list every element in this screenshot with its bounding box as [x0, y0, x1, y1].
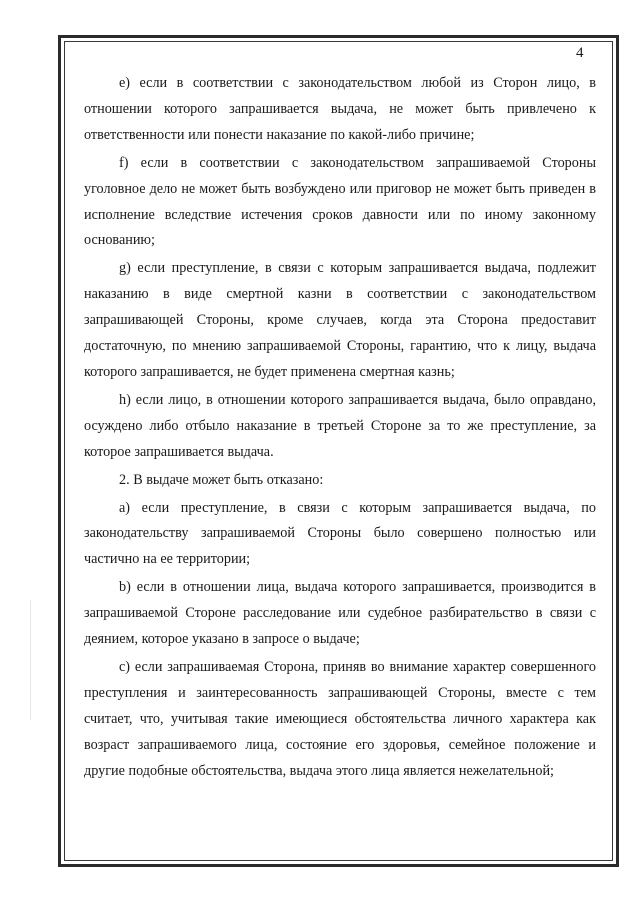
paragraph-c: c) если запрашиваемая Сторона, приняв во внимание характер совершенного преступления и заинтересованность запрашивающей Стороны, вместе с тем считает, что, учитывая такие имеющиеся обстоятельства личного характера как возраст запрашиваемого лица, состояние его здоровья, семейное положение и другие подобные обстоятельства, выдача этого лица является нежелательной; — [84, 658, 596, 779]
paragraph-h: h) если лицо, в отношении которого запрашивается выдача, было оправдано, осуждено либо отбыло наказание в третьей Стороне за то же преступление, за которое запрашивается выдача. — [84, 391, 596, 460]
paragraph-g: g) если преступление, в связи с которым запрашивается выдача, подлежит наказанию в виде смертной казни в соответствии с законодательством запрашивающей Стороны, кроме случаев, когда эта Сторона предоставит достаточную, по мнению запрашиваемой Стороны, гарантию, что к лицу, выдача которого запрашивается, не будет применена смертная казнь; — [84, 260, 596, 380]
paragraph-f: f) если в соответствии с законодательством запрашиваемой Стороны уголовное дело не может быть возбуждено или приговор не может быть приведен в исполнение вследствие истечения сроков давности или по иному законному основанию; — [84, 154, 596, 249]
paragraph-a: a) если преступление, в связи с которым запрашивается выдача, по законодательству запрашиваемой Стороны было совершено полностью или частично на ее территории; — [84, 499, 596, 568]
paragraph-e: e) если в соответствии с законодательством любой из Сторон лицо, в отношении которого запрашивается выдача, не может быть привлечено к ответственности или понести наказание по какой-либо причине; — [84, 75, 596, 143]
page-number: 4 — [576, 45, 584, 61]
document-body — [84, 71, 596, 786]
paragraph-b: b) если в отношении лица, выдача которого запрашивается, производится в запрашиваемой Стороне расследование или судебное разбирательство в связи с деянием, которое указано в запросе о выдаче; — [84, 579, 596, 648]
section-2-heading: 2. В выдаче может быть отказано: — [119, 471, 324, 488]
scan-artifact-line — [30, 600, 31, 720]
